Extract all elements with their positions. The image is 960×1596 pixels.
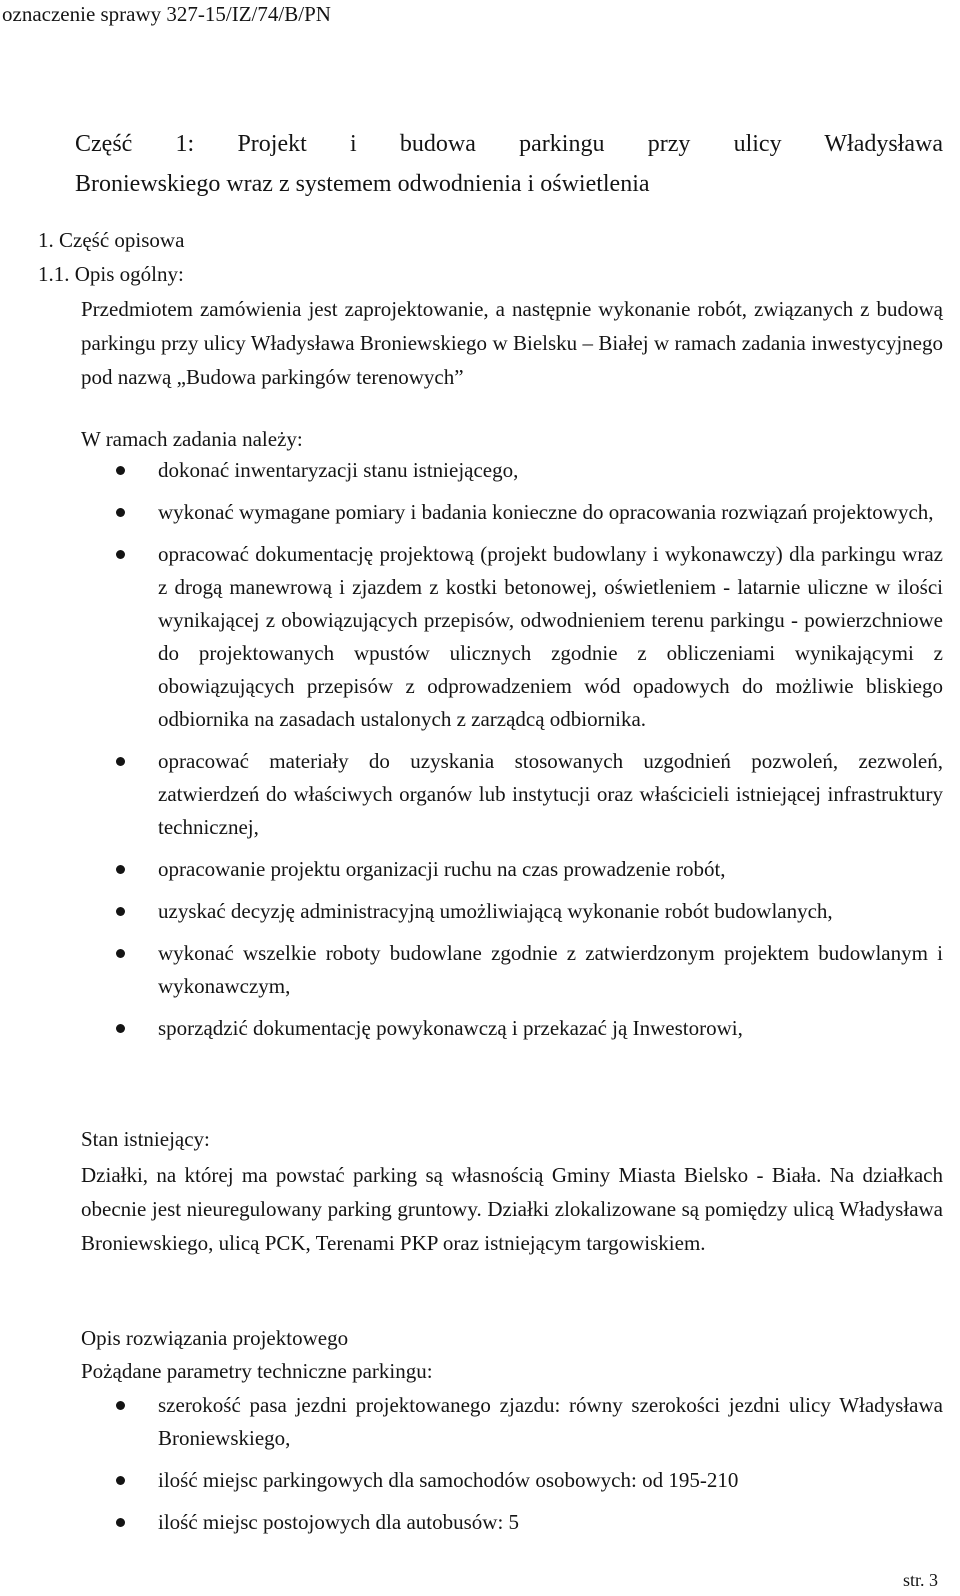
list-item xyxy=(0,1464,943,1497)
page-number: str. 3 xyxy=(902,1570,938,1590)
existing-state-paragraph: Działki, na której ma powstać parking są własnością Gminy Miasta Bielsko - Biała. Na działkach obecnie jest nieuregulowany parking gruntowy. Działki zlokalizowane są pomiędzy ulicą Władysława Broniewskiego, ulicą PCK, Terenami PKP oraz istniejącym targowiskiem. xyxy=(81,1163,943,1255)
bullet-icon xyxy=(116,1518,125,1527)
list-item xyxy=(0,1012,943,1045)
list-item xyxy=(0,937,943,1003)
list-item xyxy=(0,1506,943,1539)
list-item xyxy=(0,853,943,886)
list-item-text: ilość miejsc parkingowych dla samochodów osobowych: od 195-210 xyxy=(158,1468,739,1492)
bullet-icon xyxy=(116,550,125,559)
list-item xyxy=(0,745,943,844)
bullet-icon xyxy=(116,1401,125,1410)
bullet-icon xyxy=(116,1476,125,1485)
list-item xyxy=(0,895,943,928)
tasks-label: W ramach zadania należy: xyxy=(81,427,303,451)
intro-paragraph: Przedmiotem zamówienia jest zaprojektowanie, a następnie wykonanie robót, związanych z budową parkingu przy ulicy Władysława Broniewskiego w Bielsku – Białej w ramach zadania inwestycyjnego pod nazwą „Budowa parkingów terenowych” xyxy=(81,297,943,389)
tasks-list xyxy=(0,454,960,1054)
bullet-icon xyxy=(116,865,125,874)
list-item-text: szerokość pasa jezdni projektowanego zjazdu: równy szerokości jezdni ulicy Władysława Broniewskiego, xyxy=(158,1393,943,1450)
list-item-text: sporządzić dokumentację powykonawczą i przekazać ją Inwestorowi, xyxy=(158,1016,743,1040)
bullet-icon xyxy=(116,466,125,475)
list-item xyxy=(0,1389,943,1455)
document-title-line-1: Część 1: Projekt i budowa parkingu przy ulicy Władysława xyxy=(75,131,943,157)
subsection-heading: 1.1. Opis ogólny: xyxy=(38,262,184,286)
list-item-text: wykonać wymagane pomiary i badania konieczne do opracowania rozwiązań projektowych, xyxy=(158,500,934,524)
list-item xyxy=(0,538,943,736)
list-item xyxy=(0,496,943,529)
list-item-text: opracować materiały do uzyskania stosowanych uzgodnień pozwoleń, zezwoleń, zatwierdzeń do właściwych organów lub instytucji oraz właścicieli istniejącej infrastruktury technicznej, xyxy=(158,749,943,839)
bullet-icon xyxy=(116,907,125,916)
bullet-icon xyxy=(116,508,125,517)
design-params-label: Pożądane parametry techniczne parkingu: xyxy=(81,1359,433,1383)
list-item-text: opracować dokumentację projektową (projekt budowlany i wykonawczy) dla parkingu wraz z drogą manewrową i zjazdem z kostki betonowej, oświetleniem - latarnie uliczne w ilości wynikającej z obowiązujących przepisów, odwodnieniem terenu parkingu - powierzchniowe do projektowanych wpustów ulicznych zgodnie z obliczeniami wynikającymi z obowiązujących przepisów z odprowadzeniem wód opadowych do możliwie bliskiego odbiornika na zasadach ustalonych z zarządcą odbiornika. xyxy=(158,542,943,731)
section-heading: 1. Część opisowa xyxy=(38,228,185,252)
list-item-text: wykonać wszelkie roboty budowlane zgodnie z zatwierdzonym projektem budowlanym i wykonawczym, xyxy=(158,941,943,998)
bullet-icon xyxy=(116,1024,125,1033)
list-item-text: uzyskać decyzję administracyjną umożliwiającą wykonanie robót budowlanych, xyxy=(158,899,833,923)
list-item-text: dokonać inwentaryzacji stanu istniejącego, xyxy=(158,458,519,482)
list-item-text: opracowanie projektu organizacji ruchu na czas prowadzenie robót, xyxy=(158,857,726,881)
existing-state-heading: Stan istniejący: xyxy=(81,1127,210,1151)
list-item xyxy=(0,454,943,487)
design-heading: Opis rozwiązania projektowego xyxy=(81,1326,349,1350)
bullet-icon xyxy=(116,757,125,766)
document-title-line-2: Broniewskiego wraz z systemem odwodnienia i oświetlenia xyxy=(75,171,650,197)
bullet-icon xyxy=(116,949,125,958)
design-params-list xyxy=(0,1389,960,1548)
case-reference: oznaczenie sprawy 327-15/IZ/74/B/PN xyxy=(2,2,331,26)
list-item-text: ilość miejsc postojowych dla autobusów: 5 xyxy=(158,1510,520,1534)
